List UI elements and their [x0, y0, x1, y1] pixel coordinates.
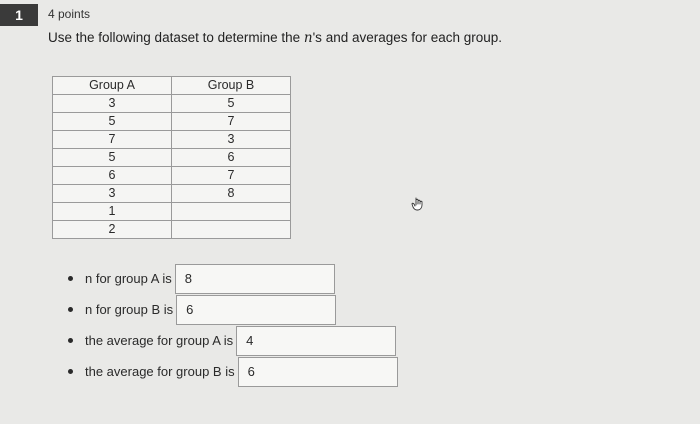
answer-item-n-group-a — [68, 263, 398, 294]
answer-item-average-group-b — [68, 356, 398, 387]
table-row — [53, 167, 291, 185]
cell-group-a: 1 — [53, 203, 172, 221]
cell-group-b — [172, 221, 291, 239]
table-row — [53, 113, 291, 131]
question-prompt — [48, 30, 502, 46]
prompt-text-after: 's and averages for each group. — [312, 30, 503, 45]
question-points: 4 points — [48, 7, 91, 21]
answer-label: the average for group A is — [85, 333, 234, 348]
cell-group-a: 6 — [53, 167, 172, 185]
table-row — [53, 95, 291, 113]
answer-item-n-group-b — [68, 294, 398, 325]
cell-group-b: 6 — [172, 149, 291, 167]
answer-label: n for group B is — [85, 302, 174, 317]
prompt-variable: n — [303, 30, 313, 46]
cell-group-a: 2 — [53, 221, 172, 239]
answer-input-n-group-b[interactable]: 6 — [176, 295, 336, 325]
header-group-a: Group A — [53, 77, 172, 95]
answer-label: the average for group B is — [85, 364, 235, 379]
cell-group-b: 8 — [172, 185, 291, 203]
cell-group-b: 7 — [172, 167, 291, 185]
bullet-icon — [68, 276, 73, 281]
table-row — [53, 131, 291, 149]
bullet-icon — [68, 369, 73, 374]
table-row — [53, 149, 291, 167]
answer-list — [68, 263, 398, 387]
prompt-text-before: Use the following dataset to determine the — [48, 30, 304, 45]
dataset-table — [52, 76, 291, 239]
cell-group-a: 5 — [53, 149, 172, 167]
answer-input-average-group-b[interactable]: 6 — [238, 357, 398, 387]
bullet-icon — [68, 338, 73, 343]
cell-group-b: 3 — [172, 131, 291, 149]
answer-input-n-group-a[interactable]: 8 — [175, 264, 335, 294]
header-group-b: Group B — [172, 77, 291, 95]
table-row — [53, 185, 291, 203]
cell-group-b: 5 — [172, 95, 291, 113]
cell-group-b — [172, 203, 291, 221]
table-row — [53, 203, 291, 221]
bullet-icon — [68, 307, 73, 312]
cell-group-a: 7 — [53, 131, 172, 149]
cell-group-a: 3 — [53, 95, 172, 113]
answer-input-average-group-a[interactable]: 4 — [236, 326, 396, 356]
answer-item-average-group-a — [68, 325, 398, 356]
cell-group-a: 5 — [53, 113, 172, 131]
table-row — [53, 221, 291, 239]
cell-group-a: 3 — [53, 185, 172, 203]
question-number: 1 — [0, 4, 38, 26]
answer-label: n for group A is — [85, 271, 172, 286]
table-header-row — [53, 77, 291, 95]
cell-group-b: 7 — [172, 113, 291, 131]
hand-pointer-icon — [410, 196, 426, 212]
